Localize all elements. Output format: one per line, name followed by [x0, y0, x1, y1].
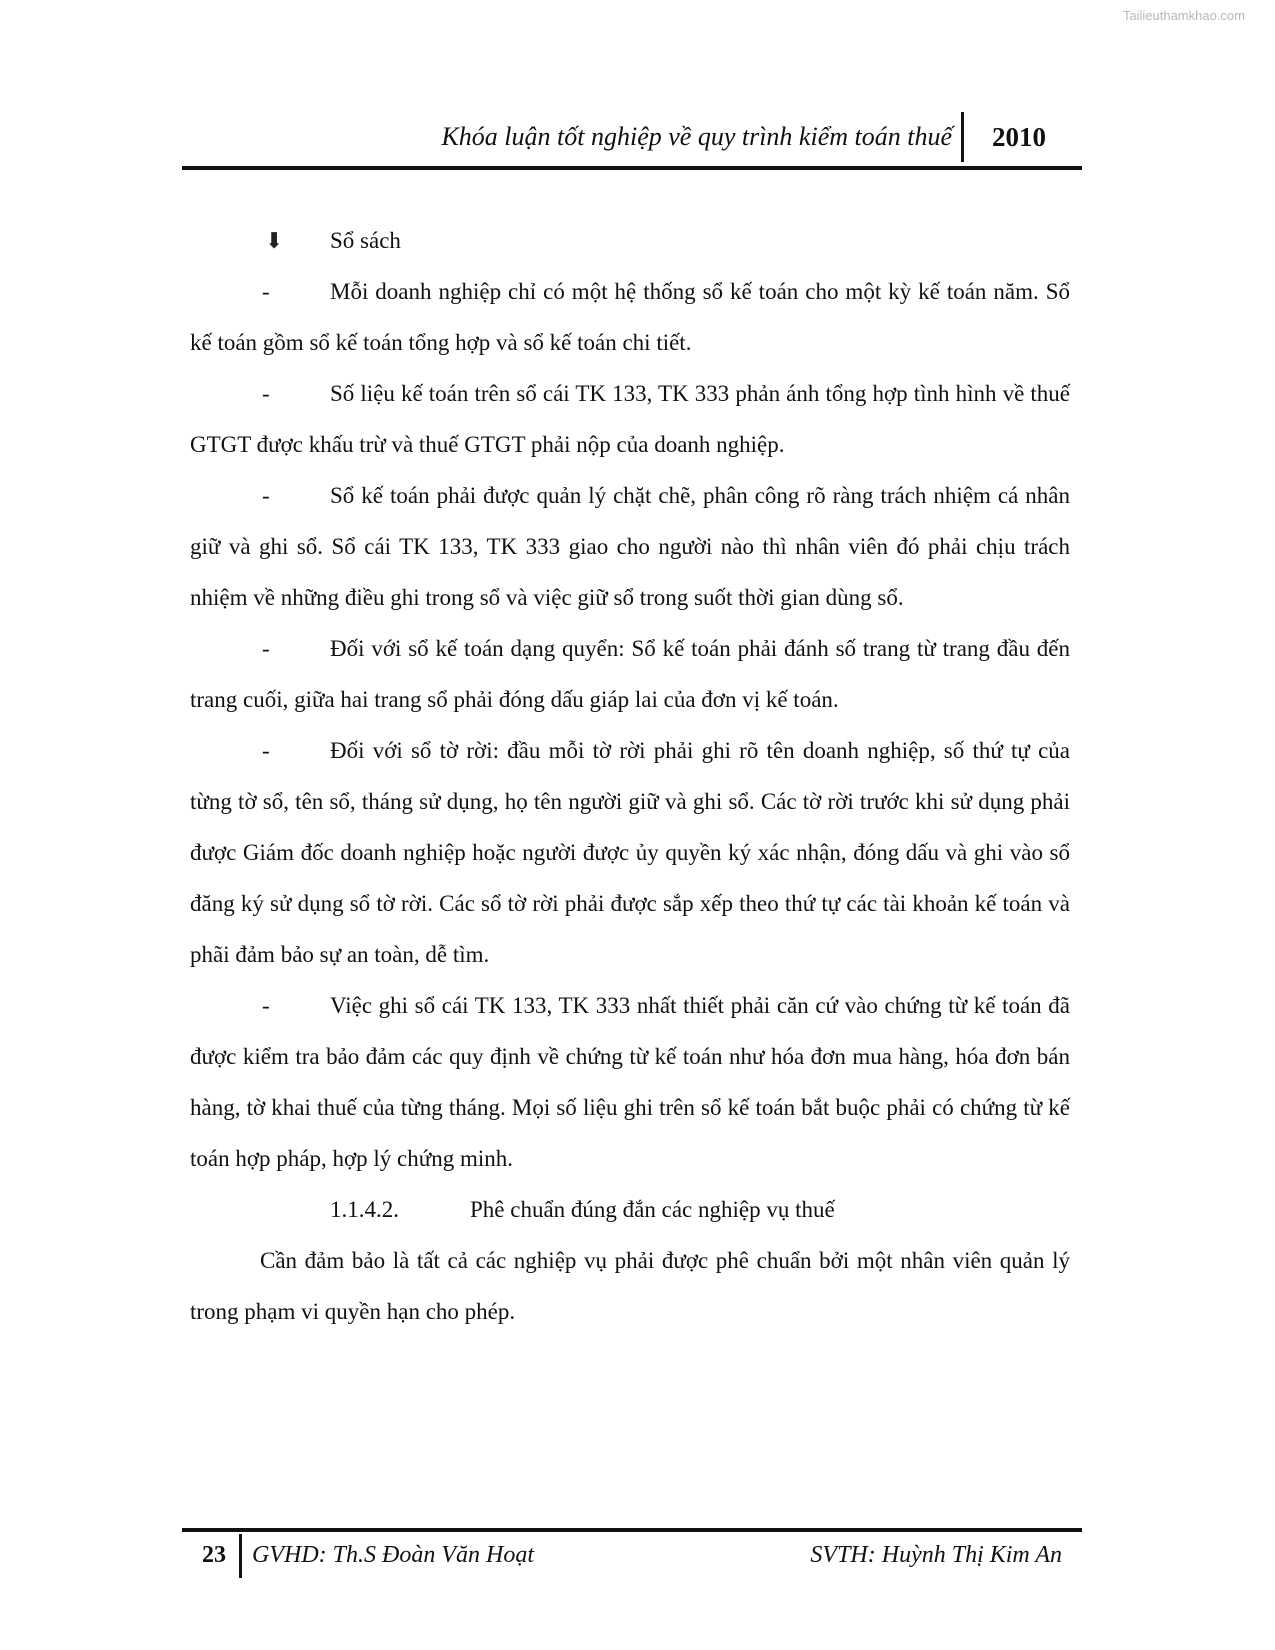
list-item-text: Việc ghi sổ cái TK 133, TK 333 nhất thiết phải căn cứ vào chứng từ kế toán đã được kiểm tra bảo đảm các quy định về chứng từ kế toán như hóa đơn mua hàng, hóa đơn bán hàng, tờ khai thuế của từng tháng. Mọi số liệu ghi trên sổ kế toán bắt buộc phải có chứng từ kế toán hợp pháp, hợp lý chứng minh.: [190, 993, 1070, 1171]
footer-rule: [182, 1528, 1082, 1532]
header-rule: [182, 166, 1082, 170]
bullet-heading-text: Sổ sách: [330, 228, 401, 253]
page-content: [190, 215, 1070, 1337]
dash-marker: -: [262, 636, 270, 661]
footer-advisor: GVHD: Th.S Đoàn Văn Hoạt: [252, 1542, 534, 1568]
footer-separator: [239, 1534, 242, 1578]
list-item: [190, 623, 1070, 725]
bullet-arrow-icon: ⬇: [265, 228, 284, 253]
list-item-text: Sổ kế toán phải được quản lý chặt chẽ, phân công rõ ràng trách nhiệm cá nhân giữ và ghi sổ. Sổ cái TK 133, TK 333 giao cho người nào thì nhân viên đó phải chịu trách nhiệm về những điều ghi trong sổ và việc giữ sổ trong suốt thời gian dùng sổ.: [190, 483, 1070, 610]
list-item-text: Đối với sổ kế toán dạng quyển: Sổ kế toán phải đánh số trang từ trang đầu đến trang cuối, giữa hai trang sổ phải đóng dấu giáp lai của đơn vị kế toán.: [190, 636, 1070, 712]
dash-marker: -: [262, 738, 270, 763]
subheading-title: Phê chuẩn đúng đắn các nghiệp vụ thuế: [470, 1197, 835, 1222]
list-item: [190, 266, 1070, 368]
dash-marker: -: [262, 993, 270, 1018]
dash-marker: -: [262, 381, 270, 406]
list-item: [190, 368, 1070, 470]
list-item-text: Mỗi doanh nghiệp chỉ có một hệ thống sổ kế toán cho một kỳ kế toán năm. Sổ kế toán gồm sổ kế toán tổng hợp và sổ kế toán chi tiết.: [190, 279, 1070, 355]
page-header: [182, 100, 1082, 170]
subheading-number: 1.1.4.2.: [330, 1197, 399, 1222]
section-subheading: [190, 1184, 1070, 1235]
list-item: [190, 470, 1070, 623]
header-year: 2010: [992, 122, 1046, 152]
dash-marker: -: [262, 279, 270, 304]
page-footer: [182, 1528, 1082, 1588]
footer-student: SVTH: Huỳnh Thị Kim An: [810, 1542, 1062, 1568]
dash-marker: -: [262, 483, 270, 508]
header-title: Khóa luận tốt nghiệp về quy trình kiểm toán thuế: [441, 122, 952, 151]
header-separator: [961, 112, 964, 162]
watermark: Tailieuthamkhao.com: [1122, 8, 1245, 23]
list-item: [190, 980, 1070, 1184]
page-number: 23: [202, 1542, 226, 1568]
list-item: [190, 725, 1070, 980]
list-item-text: Đối với sổ tờ rời: đầu mỗi tờ rời phải ghi rõ tên doanh nghiệp, số thứ tự của từng tờ sổ, tên sổ, tháng sử dụng, họ tên người giữ và ghi sổ. Các tờ rời trước khi sử dụng phải được Giám đốc doanh nghiệp hoặc người được ủy quyền ký xác nhận, đóng dấu và ghi vào sổ đăng ký sử dụng sổ tờ rời. Các sổ tờ rời phải được sắp xếp theo thứ tự các tài khoản kế toán và phãi đảm bảo sự an toàn, dễ tìm.: [190, 738, 1070, 967]
closing-paragraph: Cần đảm bảo là tất cả các nghiệp vụ phải được phê chuẩn bởi một nhân viên quản lý trong phạm vi quyền hạn cho phép.: [190, 1248, 1070, 1324]
list-item-text: Số liệu kế toán trên sổ cái TK 133, TK 333 phản ánh tổng hợp tình hình về thuế GTGT được khấu trừ và thuế GTGT phải nộp của doanh nghiệp.: [190, 381, 1070, 457]
bullet-heading: [190, 215, 1070, 266]
